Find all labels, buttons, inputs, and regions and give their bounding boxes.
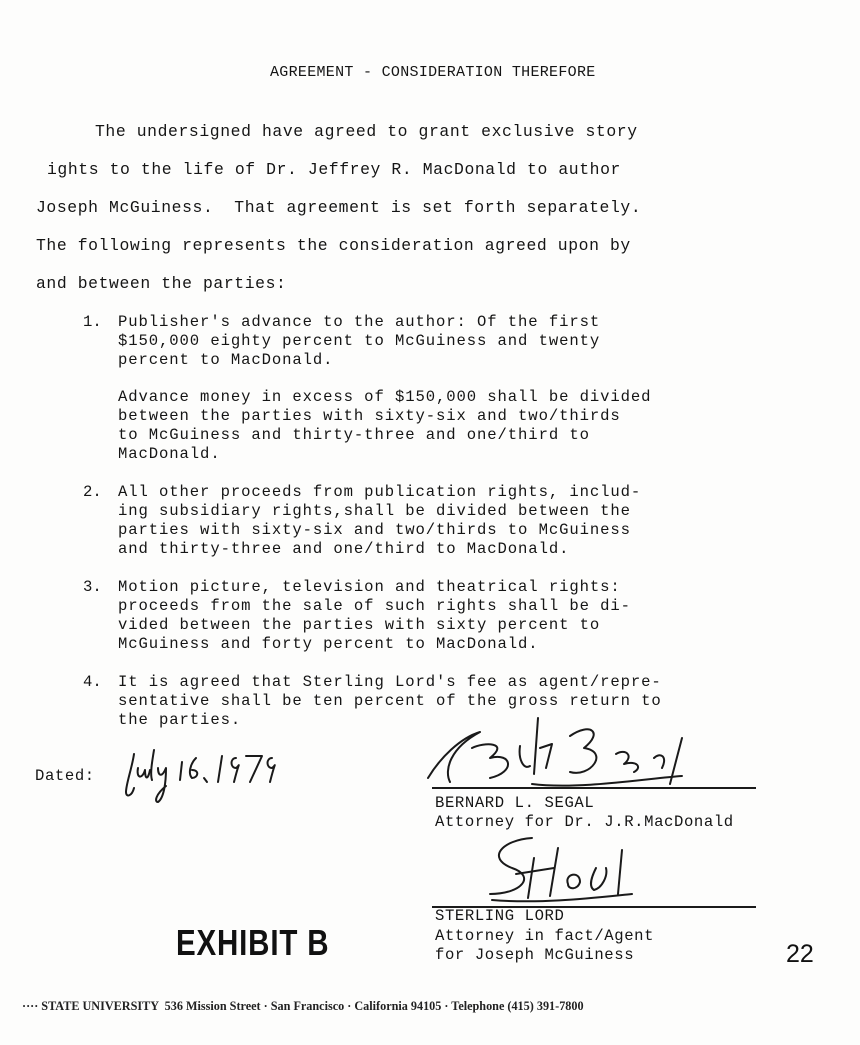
dated-label: Dated: — [35, 767, 95, 785]
item-number: 2. — [83, 483, 102, 501]
letterhead-footer: ···· STATE UNIVERSITY 536 Mission Street · San Francisco · California 94105 · Telephone (415) 391-7800 — [22, 999, 584, 1013]
item-1-line: Publisher's advance to the author: Of the first — [118, 313, 601, 331]
item-3-line: vided between the parties with sixty percent to — [118, 616, 601, 634]
item-4-line: It is agreed that Sterling Lord's fee as agent/repre- — [118, 673, 662, 691]
intro-line: Joseph McGuiness. That agreement is set forth separately. — [36, 198, 642, 217]
signatory-name-lord: STERLING LORD — [435, 907, 565, 925]
item-4-line: the parties. — [118, 711, 242, 729]
item-3-line: proceeds from the sale of such rights shall be di- — [118, 597, 631, 615]
item-1-line: percent to MacDonald. — [118, 351, 334, 369]
handwritten-date — [112, 740, 292, 806]
item-1-line: $150,000 eighty percent to McGuiness and twenty — [118, 332, 601, 350]
item-2-line: and thirty-three and one/third to MacDonald. — [118, 540, 570, 558]
item-2-line: parties with sixty-six and two/thirds to McGuiness — [118, 521, 631, 539]
item-2-line: All other proceeds from publication rights, includ- — [118, 483, 642, 501]
intro-line: The undersigned have agreed to grant exclusive story — [95, 122, 638, 141]
intro-line: ights to the life of Dr. Jeffrey R. MacDonald to author — [47, 160, 621, 179]
item-number: 3. — [83, 578, 102, 596]
item-1-sub-line: between the parties with sixty-six and two/thirds — [118, 407, 621, 425]
page-number: 22 — [786, 940, 814, 968]
lord-signature — [472, 828, 652, 910]
segal-signature — [420, 708, 730, 792]
item-1-sub-line: to McGuiness and thirty-three and one/third to — [118, 426, 590, 444]
item-3-line: McGuiness and forty percent to MacDonald. — [118, 635, 539, 653]
item-number: 4. — [83, 673, 102, 691]
item-3-line: Motion picture, television and theatrical rights: — [118, 578, 621, 596]
item-number: 1. — [83, 313, 102, 331]
intro-line: The following represents the consideration agreed upon by — [36, 236, 631, 255]
signatory-role-lord: Attorney in fact/Agent — [435, 927, 655, 945]
item-1-sub-line: Advance money in excess of $150,000 shall be divided — [118, 388, 652, 406]
item-4-line: sentative shall be ten percent of the gross return to — [118, 692, 662, 710]
signatory-role-segal: Attorney for Dr. J.R.MacDonald — [435, 813, 734, 831]
signatory-role-lord: for Joseph McGuiness — [435, 946, 635, 964]
signature-line — [432, 787, 756, 789]
item-1-sub-line: MacDonald. — [118, 445, 221, 463]
document-title: AGREEMENT - CONSIDERATION THEREFORE — [270, 64, 596, 81]
exhibit-label: EXHIBIT B — [176, 922, 330, 963]
intro-line: and between the parties: — [36, 274, 287, 293]
item-2-line: ing subsidiary rights,shall be divided between the — [118, 502, 631, 520]
signatory-name-segal: BERNARD L. SEGAL — [435, 794, 595, 812]
